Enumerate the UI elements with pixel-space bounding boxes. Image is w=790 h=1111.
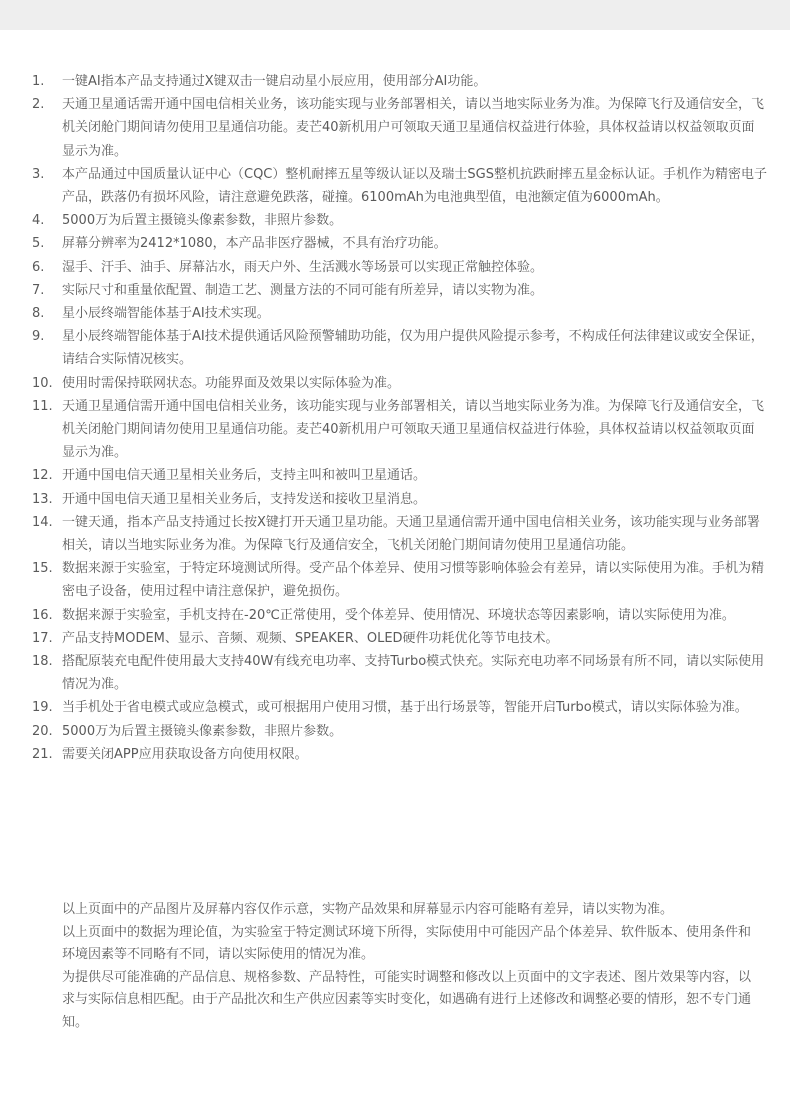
- footnote-item: [32, 557, 767, 603]
- footnote-item: [32, 743, 767, 766]
- footnote-text: 星小辰终端智能体基于AI技术提供通话风险预警辅助功能，仅为用户提供风险提示参考，不构成任何法律建议或安全保证，请结合实际情况核实。: [62, 329, 764, 368]
- footnote-number: 7.: [32, 282, 45, 298]
- footnote-number: 6.: [32, 259, 45, 275]
- footnote-text: 产品支持MODEM、显示、音频、观频、SPEAKER、OLED硬件功耗优化等节电技术。: [62, 630, 559, 646]
- footnote-item: [32, 464, 767, 487]
- footnote-item: [32, 279, 767, 302]
- footnote-number: 21.: [32, 746, 53, 762]
- footnote-item: [32, 209, 767, 232]
- footnote-text: 数据来源于实验室，于特定环境测试所得。受产品个体差异、使用习惯等影响体验会有差异，请以实际使用为准。手机为精密电子设备，使用过程中请注意保护，避免损伤。: [62, 561, 765, 600]
- footnote-number: 18.: [32, 654, 53, 670]
- footnote-number: 5.: [32, 236, 45, 252]
- footnote-number: 17.: [32, 630, 53, 646]
- footnote-text: 星小辰终端智能体基于AI技术实现。: [62, 306, 270, 322]
- footnote-number: 16.: [32, 607, 53, 623]
- disclaimer-paragraph: 为提供尽可能准确的产品信息、规格参数、产品特性，可能实时调整和修改以上页面中的文字表述、图片效果等内容，以求与实际信息相匹配。由于产品批次和生产供应因素等实时变化，如遇确有进行上述修改和调整必要的情形，恕不专门通知。: [62, 969, 752, 1030]
- footnote-text: 5000万为后置主摄镜头像素参数，非照片参数。: [62, 723, 343, 739]
- footnote-item: [32, 650, 767, 696]
- footnote-item: [32, 696, 767, 719]
- footnote-item: [32, 488, 767, 511]
- footnote-number: 1.: [32, 74, 45, 89]
- footnote-text: 天通卫星通信需开通中国电信相关业务，该功能实现与业务部署相关，请以当地实际业务为准。为保障飞行及通信安全，飞机关闭舱门期间请勿使用卫星通信功能。麦芒40新机用户可领取天通卫星通信权益进行体验，具体权益请以权益领取页面显示为准。: [62, 398, 765, 461]
- footnote-number: 4.: [32, 213, 45, 229]
- footnote-item: [32, 232, 767, 255]
- footnote-text: 屏幕分辨率为2412*1080，本产品非医疗器械，不具有治疗功能。: [62, 236, 447, 252]
- footnote-item: [32, 163, 767, 209]
- footnote-number: 10.: [32, 375, 53, 391]
- footnote-item: [32, 604, 767, 627]
- disclaimer-paragraph: 以上页面中的产品图片及屏幕内容仅作示意，实物产品效果和屏幕显示内容可能略有差异，请以实物为准。: [62, 902, 674, 917]
- footnote-text: 一键AI指本产品支持通过X键双击一键启动星小辰应用，使用部分AI功能。: [62, 74, 487, 89]
- footnote-text: 一键天通，指本产品支持通过长按X键打开天通卫星功能。天通卫星通信需开通中国电信相关业务，该功能实现与业务部署相关，请以当地实际业务为准。为保障飞行及通信安全，飞机关闭舱门期间请勿使用卫星通信功能。: [62, 514, 760, 554]
- footnote-item: [32, 720, 767, 743]
- disclaimer-block: [62, 899, 762, 1035]
- disclaimer-paragraph: 以上页面中的数据为理论值，为实验室于特定测试环境下所得，实际使用中可能因产品个体差异、软件版本、使用条件和环境因素等不同略有不同，请以实际使用的情况为准。: [62, 924, 752, 963]
- top-band: [0, 0, 790, 30]
- footnote-number: 2.: [32, 97, 45, 113]
- footnote-text: 数据来源于实验室，手机支持在-20℃正常使用，受个体差异、使用情况、环境状态等因素影响，请以实际使用为准。: [62, 607, 735, 623]
- footnote-item: [32, 627, 767, 650]
- footnote-number: 20.: [32, 723, 53, 739]
- footnote-item: [32, 256, 767, 279]
- footnote-number: 13.: [32, 491, 53, 507]
- footnote-item: [32, 70, 767, 93]
- footnote-item: [32, 302, 767, 325]
- footnote-number: 12.: [32, 468, 53, 484]
- footnote-text: 天通卫星通话需开通中国电信相关业务，该功能实现与业务部署相关，请以当地实际业务为准。为保障飞行及通信安全，飞机关闭舱门期间请勿使用卫星通信功能。麦芒40新机用户可领取天通卫星通信权益进行体验，具体权益请以权益领取页面显示为准。: [62, 97, 765, 159]
- footnote-item: [32, 93, 767, 163]
- footnote-text: 当手机处于省电模式或应急模式，或可根据用户使用习惯，基于出行场景等，智能开启Turbo模式，请以实际体验为准。: [62, 700, 748, 716]
- footnote-text: 5000万为后置主摄镜头像素参数，非照片参数。: [62, 213, 343, 229]
- footnote-text: 开通中国电信天通卫星相关业务后，支持发送和接收卫星消息。: [62, 491, 427, 507]
- footnote-item: [32, 395, 767, 465]
- footnote-number: 8.: [32, 306, 45, 322]
- footnote-text: 需要关闭APP应用获取设备方向使用权限。: [62, 746, 308, 762]
- footnote-number: 19.: [32, 700, 53, 716]
- footnote-text: 开通中国电信天通卫星相关业务后，支持主叫和被叫卫星通话。: [62, 468, 427, 484]
- footnote-item: [32, 372, 767, 395]
- footnote-number: 15.: [32, 561, 53, 577]
- footnote-text: 搭配原装充电配件使用最大支持40W有线充电功率、支持Turbo模式快充。实际充电功率不同场景有所不同，请以实际使用情况为准。: [62, 654, 765, 693]
- footnote-number: 14.: [32, 514, 53, 530]
- footnote-number: 3.: [32, 166, 45, 182]
- footnote-text: 使用时需保持联网状态。功能界面及效果以实际体验为准。: [62, 375, 401, 391]
- footnote-number: 9.: [32, 329, 45, 345]
- footnote-item: [32, 511, 767, 557]
- footnote-list: [32, 70, 767, 766]
- footnote-text: 本产品通过中国质量认证中心（CQC）整机耐摔五星等级认证以及瑞士SGS整机抗跌耐摔五星金标认证。手机作为精密电子产品，跌落仍有损坏风险，请注意避免跌落，碰撞。6100mAh为电池典型值，电池额定值为6000mAh。: [62, 166, 767, 206]
- footnote-item: [32, 325, 767, 371]
- footnote-text: 湿手、汗手、油手、屏幕沾水，雨天户外、生活溅水等场景可以实现正常触控体验。: [62, 259, 544, 275]
- footnote-text: 实际尺寸和重量依配置、制造工艺、测量方法的不同可能有所差异，请以实物为准。: [62, 282, 544, 298]
- footnote-number: 11.: [32, 398, 53, 414]
